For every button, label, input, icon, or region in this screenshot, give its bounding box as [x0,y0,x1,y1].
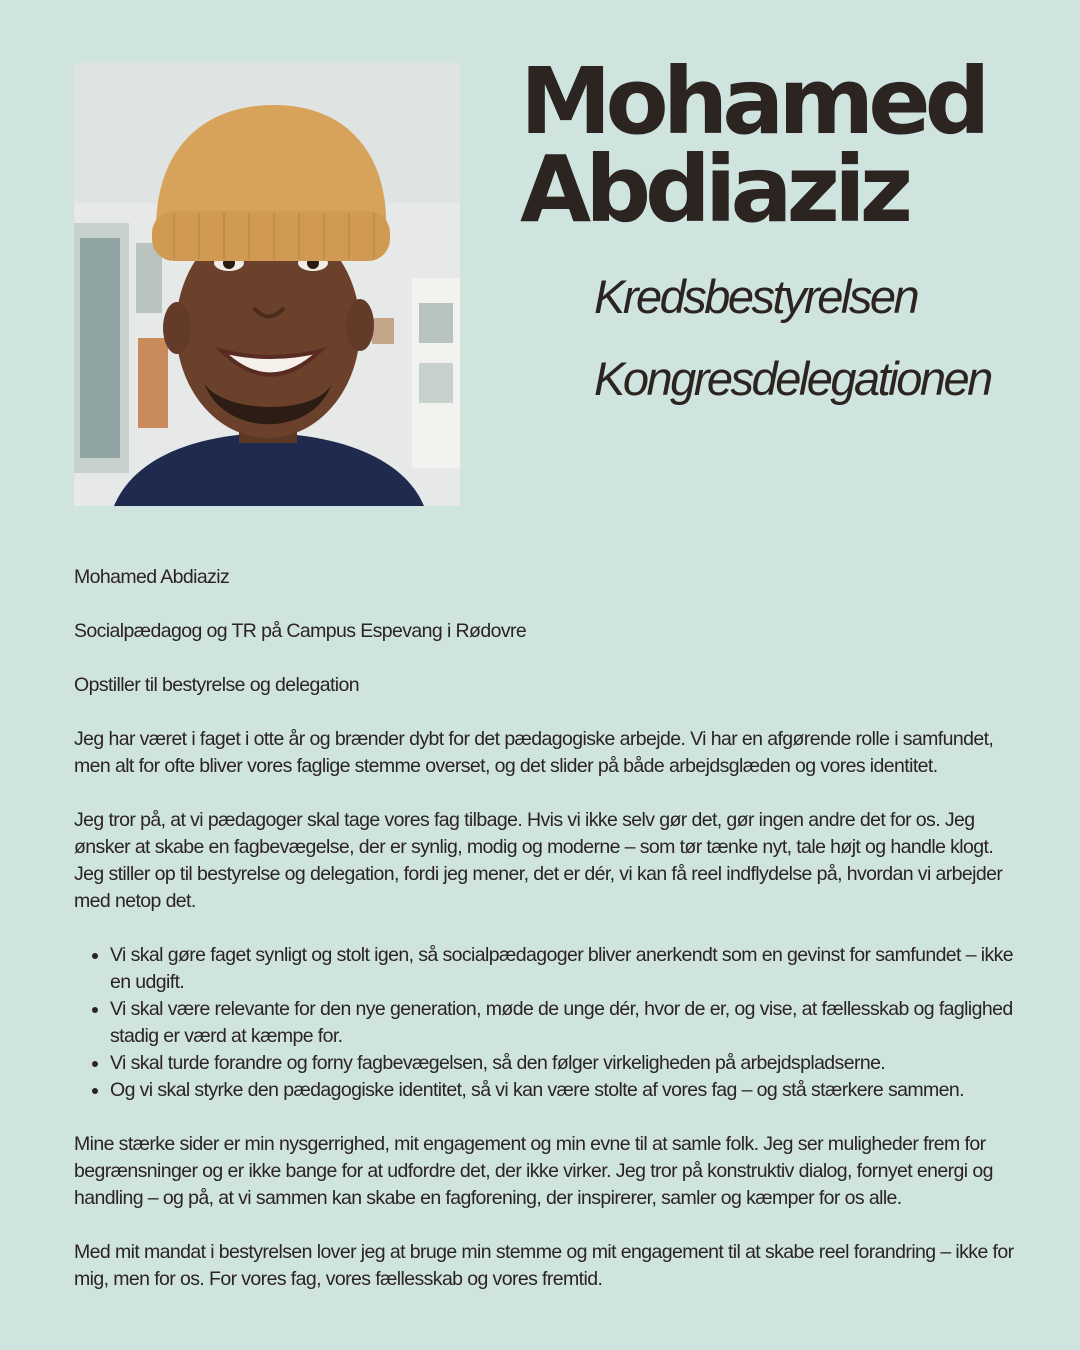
statement-paragraph: Jeg tror på, at vi pædagoger skal tage vores fag tilbage. Hvis vi ikke selv gør det, gør ingen andre det for os. Jeg ønsker at skabe en fagbevægelse, der er synlig, modig og moderne – som tør tænke nyt, tale højt og handle klogt. Jeg stiller op til bestyrelse og delegation, fordi jeg mener, det er dér, vi kan få reel indflydelse på, hvordan vi arbejder med netop det. [74,809,1003,912]
role-item: Kongresdelegationen [594,352,991,405]
candidacy-line: Opstiller til bestyrelse og delegation [74,674,360,696]
goal-item: • Vi skal gøre faget synligt og stolt igen, så socialpædagoger bliver anerkendt som en gevinst for samfundet – ikke en udgift. [110,942,1019,996]
candidate-position: Socialpædagog og TR på Campus Espevang i Rødovre [74,620,527,642]
statement-paragraph: Mine stærke sider er min nysgerrighed, mit engagement og min evne til at samle folk. Jeg ser muligheder frem for begrænsninger og er ikke bange for at udfordre det, der ikke virker. Jeg tror på konstruktiv dialog, fornyet energi og handling – og på, at vi sammen kan skabe en fagforening, der inspirerer, samler og kæmper for os alle. [74,1133,993,1209]
role-item: Kredsbestyrelsen [594,270,918,323]
portrait-photo [74,63,460,506]
goal-item: • Vi skal turde forandre og forny fagbevægelsen, så den følger virkeligheden på arbejdspladserne. [110,1050,1019,1077]
goals-list [74,942,1019,1104]
name-line-last: Abdiaziz [520,136,908,243]
candidate-name-heading [520,48,985,243]
statement-paragraph: Jeg har været i faget i otte år og brænder dybt for det pædagogiske arbejde. Vi har en afgørende rolle i samfundet, men alt for ofte bliver vores faglige stemme overset, og det slider på både arbejdsglæden og vores identitet. [74,728,994,777]
candidate-name: Mohamed Abdiaziz [74,566,230,588]
candidate-statement [74,564,1019,1320]
goal-item: • Og vi skal styrke den pædagogiske identitet, så vi kan være stolte af vores fag – og stå stærkere sammen. [110,1077,1019,1104]
portrait-illustration [74,63,460,506]
goal-item: • Vi skal være relevante for den nye generation, møde de unge dér, hvor de er, og vise, at fællesskab og faglighed stadig er værd at kæmpe for. [110,996,1019,1050]
roles-list [594,266,991,430]
statement-paragraph: Med mit mandat i bestyrelsen lover jeg at bruge min stemme og mit engagement til at skabe reel forandring – ikke for mig, men for os. For vores fag, vores fællesskab og vores fremtid. [74,1241,1014,1290]
name-line-first: Mohamed [520,48,985,155]
